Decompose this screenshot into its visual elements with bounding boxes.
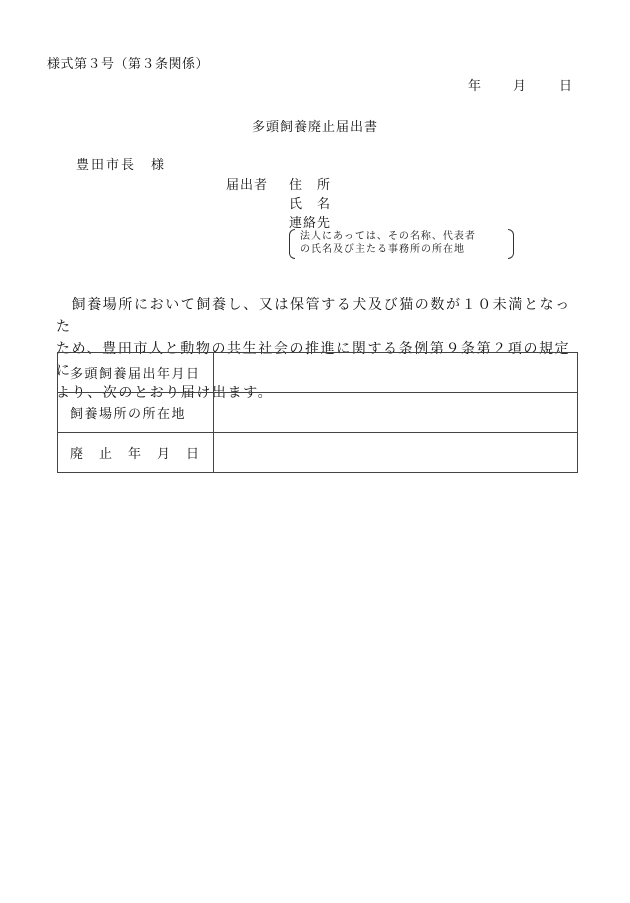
table-row [58,393,578,433]
row-label-notification-date: 多頭飼養届出年月日 [58,353,214,393]
contact-label: 連絡先 [289,216,332,231]
body-line-1: 飼養場所において飼養し、又は保管する犬及び猫の数が１０未満となった [56,297,571,335]
row-value-notification-date[interactable] [214,353,578,393]
date-day: 日 [559,79,573,94]
corporation-note-text [300,230,476,256]
date-year: 年 [468,79,482,94]
date-line [468,75,572,94]
note-line-1: 法人にあっては、その名称、代表者 [300,231,476,242]
table-row [58,433,578,473]
corporation-note [289,229,514,259]
note-bracket-left [289,229,295,259]
addressee: 豊田市長 様 [76,158,167,173]
note-bracket-right [508,229,514,259]
date-month: 月 [513,79,527,94]
row-label-abolition-date: 廃 止 年 月 日 [58,433,214,473]
row-label-location: 飼養場所の所在地 [58,393,214,433]
document-title: 多頭飼養廃止届出書 [251,120,378,135]
note-line-2: の氏名及び主たる事務所の所在地 [300,244,465,255]
name-label: 氏 名 [289,197,332,212]
address-label: 住 所 [289,178,332,193]
notifier-label: 届出者 [226,178,269,193]
info-table [57,352,578,473]
form-number: 様式第３号（第３条関係） [47,57,210,72]
body-line-2: ため、豊田市人と動物の共生社会の推進に関する条例第９条第２項の規定に [56,341,571,379]
row-value-location[interactable] [214,393,578,433]
row-value-abolition-date[interactable] [214,433,578,473]
table-row [58,353,578,393]
body-line-3: より、次のとおり届け出ます。 [56,385,274,401]
